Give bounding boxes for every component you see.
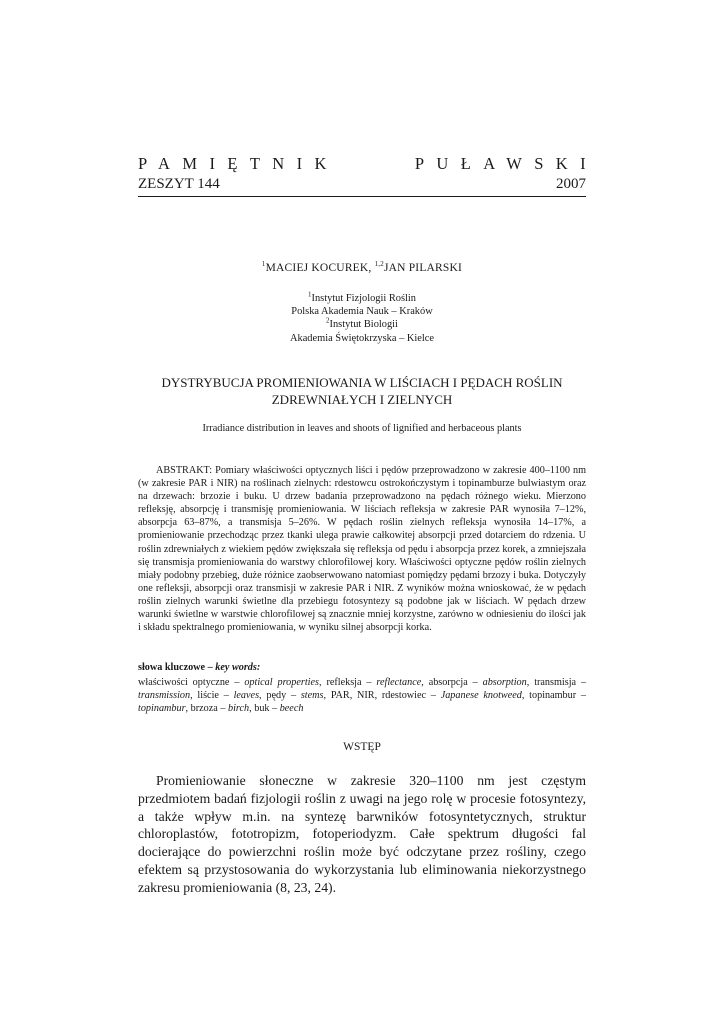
keyword-pl: topinambur: [529, 690, 577, 702]
journal-title: [138, 154, 598, 174]
keyword-pl: liście: [197, 690, 219, 702]
keyword-en: topinambur: [138, 703, 186, 715]
journal-title-word1: PAMIĘTNIK: [138, 154, 339, 173]
article-title-line2: ZDREWNIAŁYCH I ZIELNYCH: [271, 391, 453, 407]
keyword-en: optical properties: [244, 677, 319, 688]
keyword-en: beech: [279, 703, 304, 715]
keywords-list: właściwości optyczne – optical properties, refleksja – reflectance, absorpcja – absorption, transmisja – transmission, liście – leaves, pędy – stems, PAR, NIR, rdestowiec – Japanese knotweed, topinambur – topinambur, brzoza – birch, buk – beech: [138, 677, 587, 715]
author1-name: MACIEJ KOCUREK,: [265, 262, 375, 274]
journal-issue: ZESZYT 144: [138, 176, 220, 192]
journal-title-word2: PUŁAWSKI: [414, 154, 598, 173]
keyword-en: Japanese knotweed: [440, 690, 522, 702]
affiliation-line: Polska Akademia Nauk – Kraków: [291, 306, 433, 318]
keyword-pl: PAR, NIR, rdestowiec: [330, 690, 427, 702]
header-rule: [138, 196, 586, 197]
keyword-en: transmission: [138, 690, 191, 702]
affiliations: [138, 292, 586, 345]
keyword-pl: transmisja: [534, 677, 577, 688]
keyword-pl: właściwości optyczne: [138, 677, 230, 688]
keywords-heading: słowa kluczowe – key words:: [138, 662, 261, 673]
authors: [138, 262, 586, 274]
keyword-en: stems: [300, 690, 324, 702]
article-title-line1: DYSTRYBUCJA PROMIENIOWANIA W LIŚCIACH I PĘDACH ROŚLIN: [161, 375, 563, 390]
article-subtitle: Irradiance distribution in leaves and shoots of lignified and herbaceous plants: [202, 423, 522, 434]
keyword-pl: absorpcja: [428, 677, 468, 688]
affiliation-line: $^2$Instytut Biologii: [326, 316, 398, 331]
affiliation-line: $^1$Instytut Fizjologii Roślin: [308, 290, 416, 304]
journal-issue-row: [138, 176, 586, 193]
paper-page: [138, 0, 598, 1024]
abstract: ABSTRAKT: Pomiary właściwości optycznych liści i pędów przeprowadzono w zakresie 400–1100 nm (w zakresie PAR i NIR) na roślinach zielnych: rdestowcu ostrokończystym i topinamburze bulwiastym oraz na drzewach: brzozie i buku. U drzew badania przeprowadzono na pędach różnego wieku. Mierzono refleksję, absorpcję i transmisję promieniowania. W liściach refleksja w zakresie PAR wynosiła 7–12%, absorpcja 63–87%, a transmisja 5–26%. W pędach roślin zielnych refleksja wynosiła 14–17%, a promieniowanie przechodząc przez tkanki ulega prawie całkowitej absorpcji przed dotarciem do rdzenia. U roślin zdrewniałych z wiekiem pędów zwiększała się refleksja od pędu i absorpcja przez korek, a zmniejszała się transmisja promieniowania do warstwy chlorofilowej kory. Właściwości optyczne pędów roślin zielnych miały podobny przebieg, duże różnice zaobserwowano natomiast pomiędzy pędami brzozy i buka. Dotyczyły one refleksji, absorpcji oraz transmisji w zakresie PAR i NIR. Z wyników można wnioskować, że w pędach roślin zielnych warunki świetlne dla przebiegu fotosyntezy są podobne jak w liściach. W pędach drzew warunki świetlne w warstwie chlorofilowej są znacznie mniej korzystne, zarówno w odniesieniu do ilości jak i składu spektralnego promieniowania, w wyniku silnej absorpcji korka.: [138, 465, 586, 634]
article-title: [138, 375, 586, 408]
keyword-pl: buk: [254, 703, 270, 715]
affiliation-line: Akademia Świętokrzyska – Kielce: [290, 332, 434, 344]
keyword-pl: pędy: [266, 690, 287, 702]
keyword-pl: refleksja: [326, 677, 362, 688]
keyword-en: reflectance: [376, 677, 422, 688]
author1-sup: 1: [261, 260, 266, 269]
keyword-pl: brzoza: [190, 703, 218, 715]
keyword-en: birch: [227, 703, 250, 715]
author2-sup: 1,2: [374, 260, 384, 269]
journal-year: 2007: [556, 176, 586, 192]
keyword-en: leaves: [233, 690, 260, 702]
section-paragraph: Promieniowanie słoneczne w zakresie 320–1100 nm jest częstym przedmiotem badań fizjologii roślin z uwagi na jego rolę w procesie fotosyntezy, a także wpływ m.in. na syntezę barwników fotosyntetycznych, struktur chloroplastów, fototropizm, fotoperiodyzm. Całe spektrum długości fal docierające do powierzchni roślin może być odczytane przez rośliny, czego efektem są przystosowania do wykorzystania lub eliminowania niekorzystnego zakresu promieniowania (8, 23, 24).: [138, 773, 586, 895]
keyword-en: absorption: [482, 677, 527, 688]
author2-name: JAN PILARSKI: [383, 262, 463, 274]
section-heading: WSTĘP: [343, 741, 381, 753]
